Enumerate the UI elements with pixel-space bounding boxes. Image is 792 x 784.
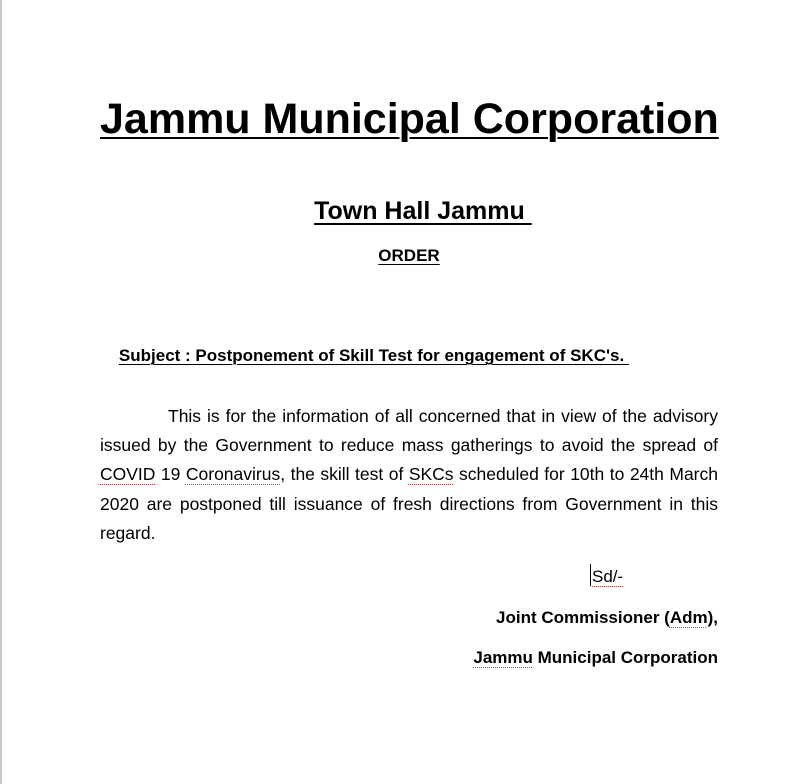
spellcheck-word-jammu[interactable]: Jammu: [473, 648, 533, 667]
body-text-3: , the skill test of: [280, 464, 409, 485]
spellcheck-word-covid[interactable]: COVID: [100, 464, 156, 485]
signature-role-prefix: Joint Commissioner (: [496, 608, 670, 627]
spellcheck-word-adm[interactable]: Adm: [669, 608, 708, 627]
document-title-text: Jammu Municipal Corporation: [100, 95, 719, 143]
body-text-1: This is for the information of all concerned that in view of the advisory issued by the Government to reduce mass gatherings to avoid the spread of: [100, 406, 718, 456]
spellcheck-word-coronavirus[interactable]: Coronavirus: [185, 464, 281, 485]
signature-role-suffix: ),: [707, 608, 718, 627]
page-edge: [0, 0, 2, 784]
text-cursor: [590, 564, 591, 586]
signature-sd: [590, 564, 623, 588]
body-paragraph: [100, 402, 718, 548]
order-heading-text: ORDER: [378, 246, 440, 265]
signature-role: [496, 607, 718, 629]
signature-org-rest: Municipal Corporation: [532, 648, 718, 667]
signature-organization: [473, 647, 718, 669]
document-subtitle-text: Town Hall Jammu: [314, 197, 532, 225]
order-heading: [100, 245, 718, 267]
subject-line: [100, 323, 718, 389]
subject-text: Subject : Postponement of Skill Test for engagement of SKC's.: [118, 346, 629, 365]
body-text-4: scheduled for 10th to 24th March 2020 are postponed till issuance of fresh directions from Government in this regard.: [100, 464, 718, 543]
spellcheck-word-skcs[interactable]: SKCs: [408, 464, 454, 485]
signature-sd-text[interactable]: Sd/-: [592, 567, 624, 586]
body-text-2: 19: [155, 464, 186, 485]
document-title: [100, 93, 718, 145]
